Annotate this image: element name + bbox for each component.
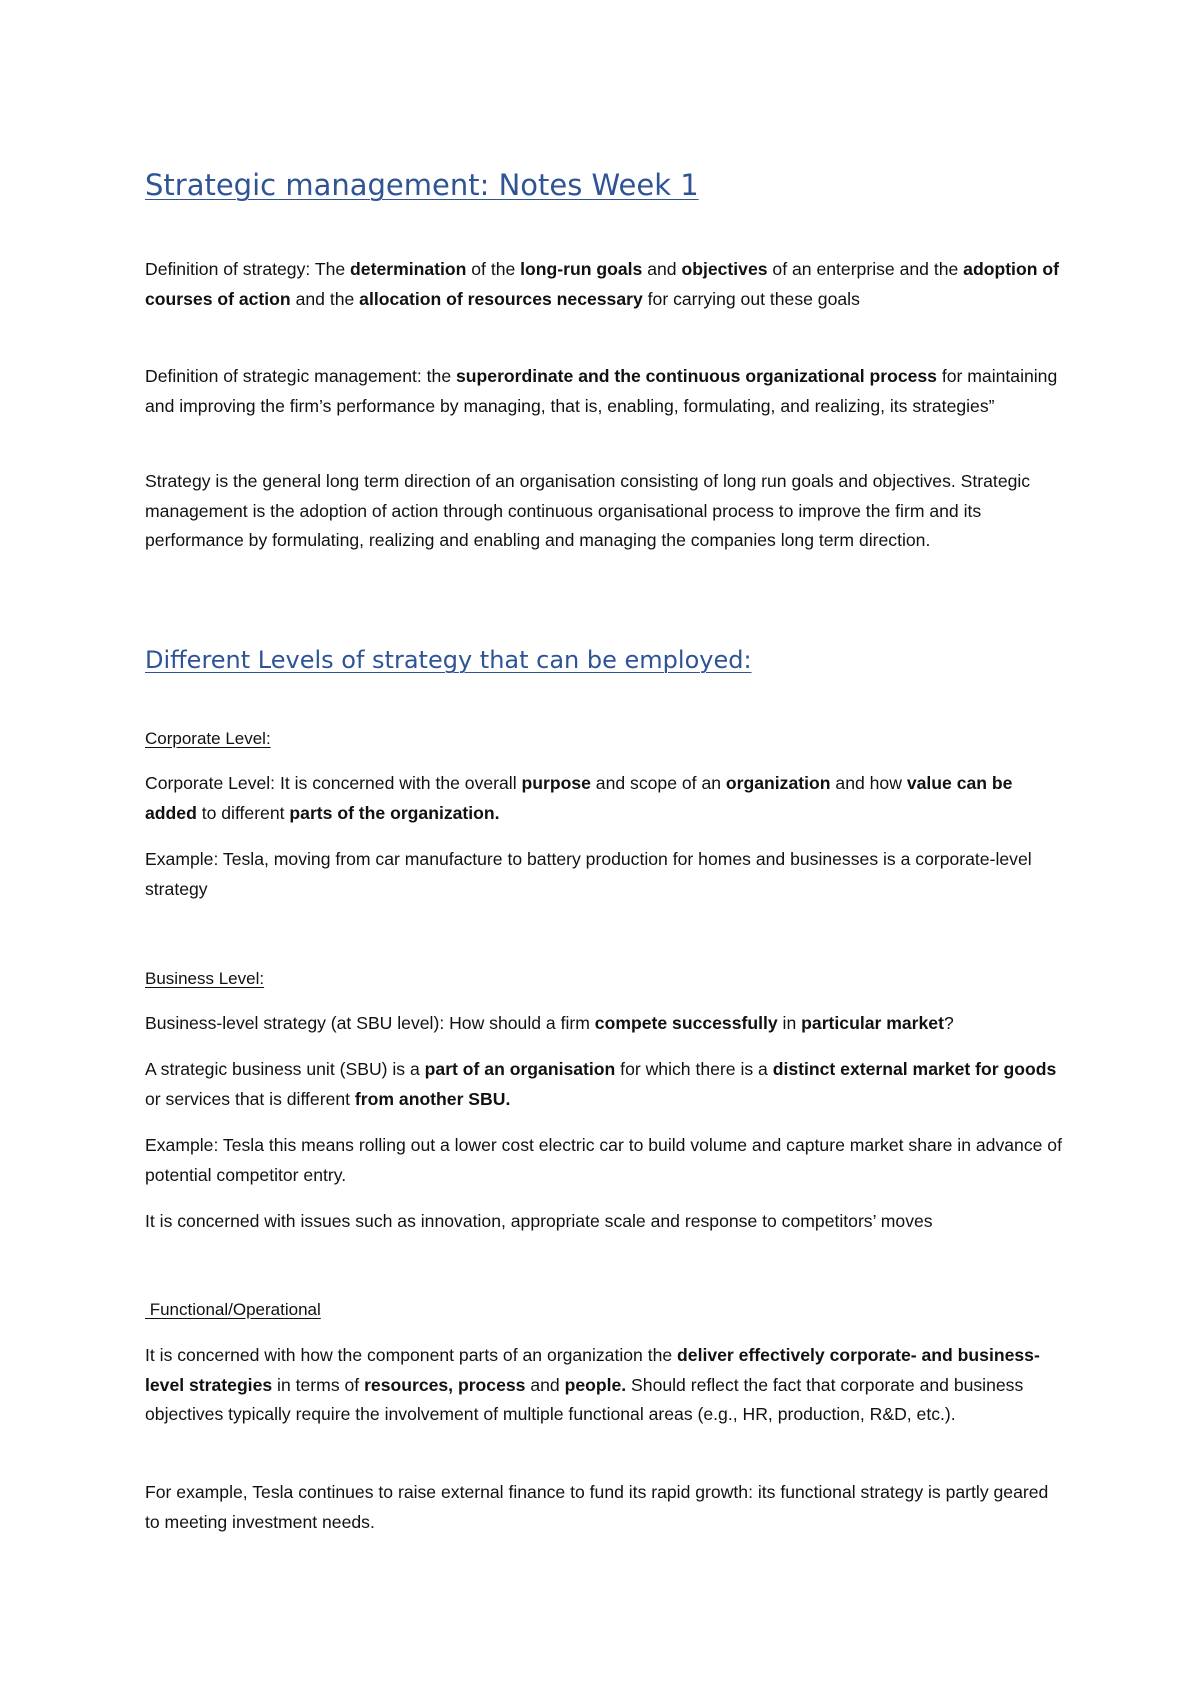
functional-level-description (145, 1341, 1065, 1430)
text-run: in terms of (272, 1374, 365, 1395)
bold-text-run: allocation of resources necessary (359, 288, 643, 309)
bold-text-run: parts of the organization. (289, 802, 500, 823)
bold-text-run: adoption of courses of action (145, 259, 1059, 309)
bold-text-run: superordinate and the continuous organizational process (456, 366, 937, 386)
text-run: for which there is a (615, 1059, 773, 1079)
text-run: and how (830, 773, 907, 793)
functional-level-heading: Functional/Operational (145, 1300, 321, 1319)
text-run: Should reflect the fact that corporate and business objectives typically require the involvement of multiple functional areas (e.g., HR, production, R&D, etc.). (145, 1374, 1024, 1424)
text-run: Strategy is the general long term direction of an organisation consisting of long run goals and objectives. Strategic management is the adoption of action through continuous organisational process to improve the firm and its performance by formulating, realizing and enabling and managing the companies long term direction. (145, 471, 1031, 550)
text-run: Example: Tesla, moving from car manufacture to battery production for homes and businesses is a corporate-level strategy (145, 849, 1032, 899)
bold-text-run: value can be added (145, 773, 1013, 823)
text-run: of the (466, 259, 521, 279)
text-run: and (525, 1374, 565, 1395)
bold-text-run: long-run goals (520, 259, 643, 279)
bold-text-run: determination (350, 259, 467, 279)
business-level-example (145, 1131, 1065, 1190)
text-run: Definition of strategic management: the (145, 366, 456, 386)
text-run: Business-level strategy (at SBU level): How should a firm (145, 1013, 595, 1033)
bold-text-run: purpose (521, 773, 591, 793)
corporate-level-example (145, 845, 1065, 904)
text-run: Corporate Level: It is concerned with the overall (145, 773, 522, 793)
business-level-heading: Business Level: (145, 969, 265, 988)
bold-text-run: compete successfully (594, 1013, 778, 1033)
text-run: Example: Tesla this means rolling out a lower cost electric car to build volume and capture market share in advance of potential competitor entry. (145, 1135, 1062, 1185)
text-run: to different (196, 802, 290, 823)
text-run: For example, Tesla continues to raise external finance to fund its rapid growth: its functional strategy is partly geared to meeting investment needs. (145, 1482, 1049, 1532)
bold-text-run: objectives (681, 259, 768, 279)
text-run: ? (943, 1013, 954, 1033)
definition-of-strategic-management (145, 362, 1065, 421)
text-run: in (777, 1013, 802, 1033)
page-title: Strategic management: Notes Week 1 (145, 168, 699, 202)
levels-heading: Different Levels of strategy that can be employed: (145, 646, 752, 674)
bold-text-run: distinct external market for goods (772, 1059, 1057, 1079)
strategy-summary (145, 467, 1065, 556)
corporate-level-heading: Corporate Level: (145, 729, 271, 748)
business-level-question (145, 1009, 1065, 1039)
text-run: or services that is different (145, 1088, 355, 1109)
functional-level-example (145, 1478, 1065, 1537)
text-run: and the (290, 288, 360, 309)
business-level-issues (145, 1207, 1065, 1237)
definition-of-strategy (145, 255, 1065, 314)
bold-text-run: from another SBU. (354, 1088, 511, 1109)
bold-text-run: part of an organisation (424, 1059, 616, 1079)
sbu-definition (145, 1055, 1065, 1114)
text-run: of an enterprise and the (767, 259, 964, 279)
text-run: Definition of strategy: The (145, 259, 351, 279)
text-run: and scope of an (590, 773, 726, 793)
bold-text-run: particular market (801, 1013, 944, 1033)
bold-text-run: organization (725, 773, 831, 793)
text-run: for carrying out these goals (642, 288, 860, 309)
corporate-level-description (145, 769, 1065, 828)
text-run: It is concerned with how the component parts of an organization the (145, 1345, 678, 1365)
bold-text-run: people. (564, 1374, 627, 1395)
text-run: and (642, 259, 682, 279)
text-run: It is concerned with issues such as innovation, appropriate scale and response to competitors’ moves (145, 1211, 933, 1231)
bold-text-run: resources, process (364, 1374, 526, 1395)
bold-text-run: deliver effectively corporate- and business- level strategies (145, 1345, 1040, 1395)
text-run: for maintaining and improving the firm’s performance by managing, that is, enabling, formulating, and realizing, its strategies” (145, 366, 1058, 416)
text-run: A strategic business unit (SBU) is a (145, 1059, 425, 1079)
